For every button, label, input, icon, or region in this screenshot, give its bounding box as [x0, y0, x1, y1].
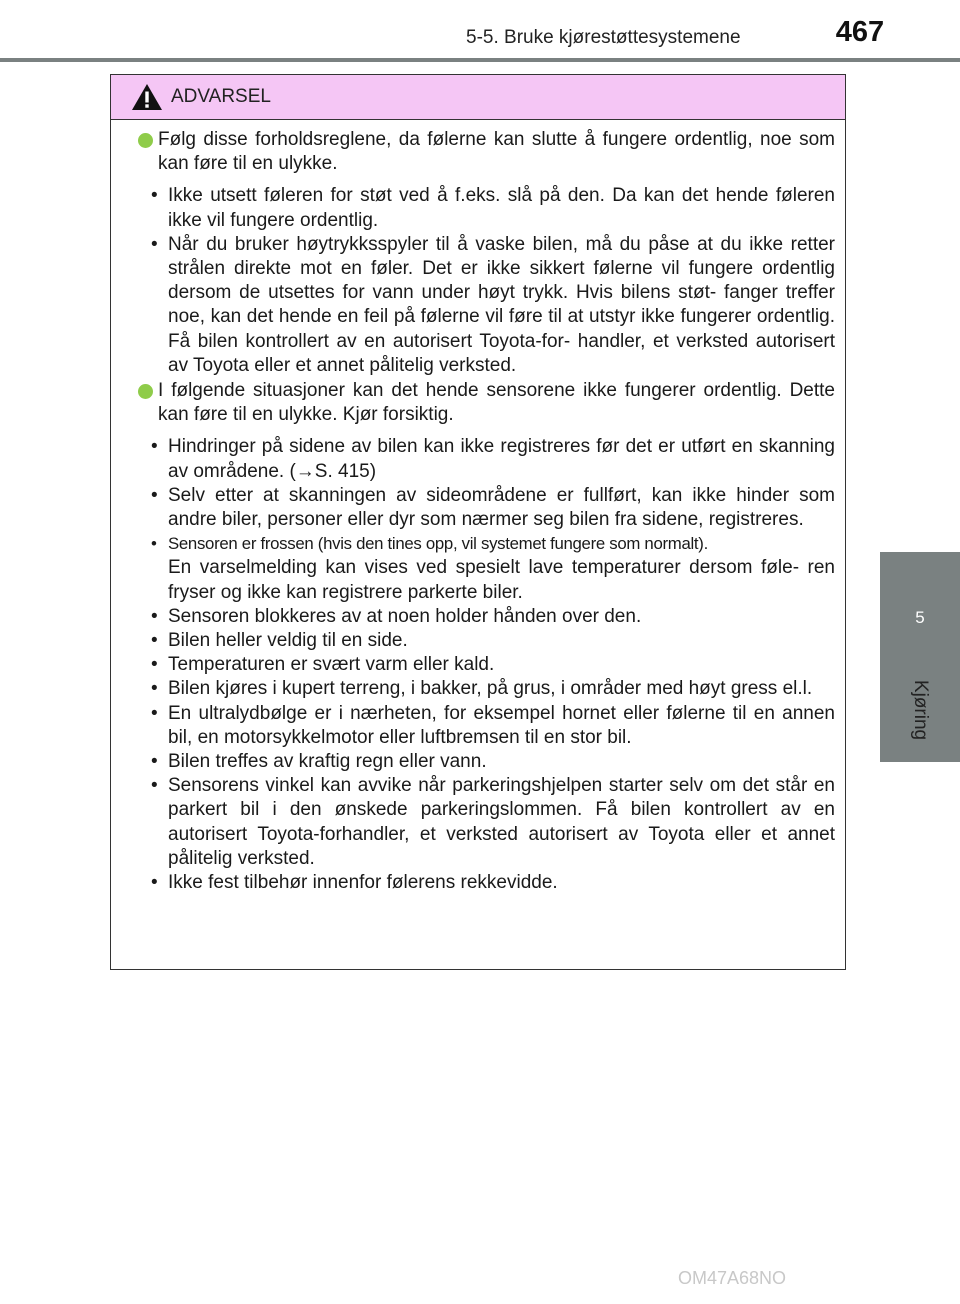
list-item: • Hindringer på sidene av bilen kan ikke registreres før det er utført en skanning av områdene. (→S. 415): [151, 435, 835, 483]
chapter-number: 5: [915, 608, 925, 627]
list-item: En varselmelding kan vises ved spesielt lave temperaturer dersom føle- ren fryser og ikke kan registrere parkerte biler.: [168, 557, 835, 603]
list-item: • Sensoren er frossen (hvis den tines opp, vil systemet fungere som normalt).: [151, 532, 835, 556]
bullet-dot-icon: [138, 133, 153, 148]
section-title: 5-5. Bruke kjørestøttesystemene: [466, 27, 741, 48]
warning-header: [111, 75, 845, 120]
list-item: • Ikke utsett føleren for støt ved å f.eks. slå på den. Da kan det hende føleren ikke vil fungere ordentlig.: [151, 184, 835, 232]
list-item: • Temperaturen er svært varm eller kald.: [151, 653, 835, 677]
warning-bullet: [134, 128, 835, 176]
list-item: • Bilen heller veldig til en side.: [151, 629, 835, 653]
list-item: • Sensorens vinkel kan avvike når parkeringshjelpen starter selv om det står en parkert bil i den ønskede parkeringslommen. Få bilen kontrollert av en autorisert Toyota-forhandler, et verksted autorisert av Toyota eller et annet pålitelig verksted.: [151, 774, 835, 871]
list-item: • Bilen kjøres i kupert terreng, i bakker, på grus, i områder med høyt gress el.l.: [151, 677, 835, 701]
footer-watermark: OM47A68NO: [678, 1268, 787, 1288]
list-item: • Sensoren blokkeres av at noen holder hånden over den.: [151, 605, 835, 629]
sub-list: [151, 435, 835, 895]
warning-title: ADVARSEL: [171, 86, 271, 107]
warning-bullet: [134, 379, 835, 427]
list-item: • Når du bruker høytrykksspyler til å vaske bilen, må du påse at du ikke retter strålen direkte mot en føler. Det er ikke sikkert følerne vil fungere ordentlig dersom de utsettes for vann under høyt trykk. Hvis bilens støt- fanger treffer noe, kan det hende en feil på følerne vil føre til at utstyr ikke fungerer ordentlig. Få bilen kontrollert av en autorisert Toyota-for- handler, et verksted autorisert av Toyota eller et annet pålitelig verksted.: [151, 233, 835, 378]
list-item: • En ultralydbølge er i nærheten, for eksempel hornet eller følerne til en annen bil, en motorsykkelmotor eller luftbremsen til en stor bil.: [151, 702, 835, 750]
header-rule: [0, 58, 960, 62]
warning-body: [111, 120, 845, 895]
bullet-text: I følgende situasjoner kan det hende sensorene ikke fungerer ordentlig. Dette kan føre til en ulykke. Kjør forsiktig.: [158, 380, 835, 426]
page-number: 467: [835, 16, 885, 48]
bullet-dot-icon: [138, 384, 153, 399]
warning-triangle-icon: [131, 83, 163, 111]
sub-list: [151, 184, 835, 378]
list-item: • Ikke fest tilbehør innenfor følerens rekkevidde.: [151, 871, 835, 895]
list-item: • Selv etter at skanningen av sideområdene er fullført, kan ikke hinder som andre biler, personer eller dyr som nærmer seg bilen fra sidene, registreres.: [151, 484, 835, 532]
list-item: • Bilen treffes av kraftig regn eller vann.: [151, 750, 835, 774]
chapter-label: Kjøring: [910, 679, 931, 741]
warning-box: [110, 74, 846, 970]
bullet-text: Følg disse forholdsreglene, da følerne kan slutte å fungere ordentlig, noe som kan føre til en ulykke.: [158, 129, 835, 175]
